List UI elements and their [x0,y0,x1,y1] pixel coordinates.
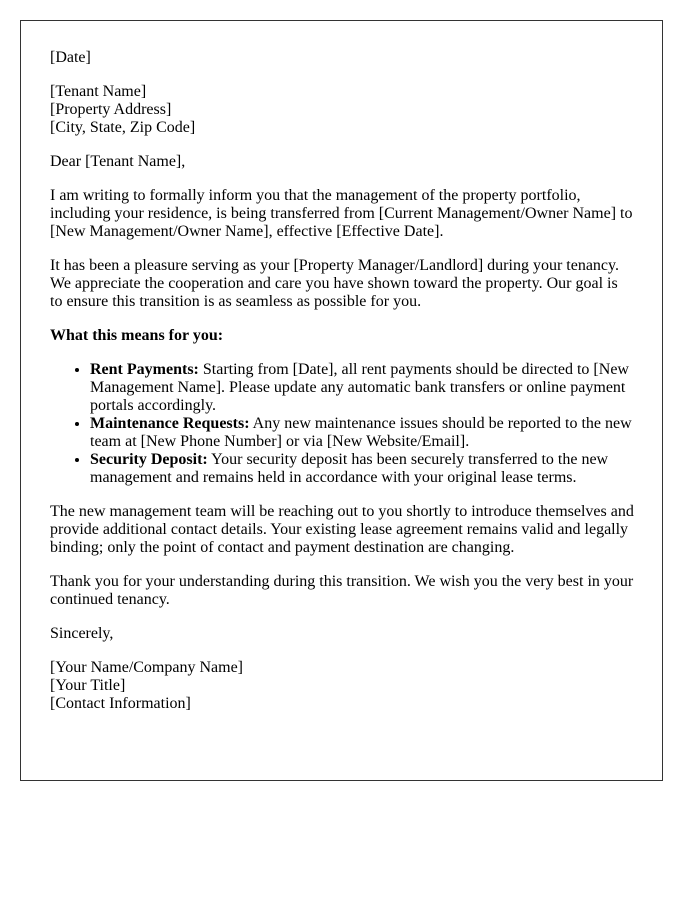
recipient-name: [Tenant Name] [50,83,147,100]
list-item-rent [90,361,634,415]
list-item-text: Starting from [Date], all rent payments should be directed to [New Management Name]. Please update any automatic bank transfers or online payment portals accordingly. [90,361,629,414]
recipient-city: [City, State, Zip Code] [50,119,196,136]
new-team-paragraph: The new management team will be reaching out to you shortly to introduce themselves and provide additional contact details. Your existing lease agreement remains valid and legally binding; only the point of contact and payment destination are changing. [50,503,634,556]
signature-name: [Your Name/Company Name] [50,659,244,676]
thank-you-paragraph: Thank you for your understanding during this transition. We wish you the very best in your continued tenancy. [50,573,634,608]
letter-date: [Date] [50,49,91,66]
section-heading-text: What this means for you: [50,327,224,344]
changes-list [50,361,634,487]
salutation: Dear [Tenant Name], [50,153,186,170]
list-item-maintenance [90,415,634,451]
recipient-block [50,83,634,137]
list-item-label: Maintenance Requests: [90,415,250,432]
signature-block [50,659,634,713]
recipient-address: [Property Address] [50,101,172,118]
appreciation-paragraph: It has been a pleasure serving as your [Property Manager/Landlord] during your tenancy. We appreciate the cooperation and care you have shown toward the property. Our goal is to ensure this transition is as seamless as possible for you. [50,257,619,310]
list-item-label: Rent Payments: [90,361,199,378]
list-item-deposit [90,451,634,487]
signature-title: [Your Title] [50,677,126,694]
list-item-text: Any new maintenance issues should be reported to the new team at [New Phone Number] or via [New Website/Email]. [90,415,632,450]
list-item-text: Your security deposit has been securely transferred to the new management and remains held in accordance with your original lease terms. [90,451,609,486]
letter [20,20,663,781]
list-item-label: Security Deposit: [90,451,208,468]
signature-contact: [Contact Information] [50,695,191,712]
section-heading [50,327,634,345]
signoff: Sincerely, [50,625,114,642]
intro-paragraph: I am writing to formally inform you that the management of the property portfolio, including your residence, is being transferred from [Current Management/Owner Name] to [New Management/Owner Name], effective [Effective Date]. [50,187,633,240]
